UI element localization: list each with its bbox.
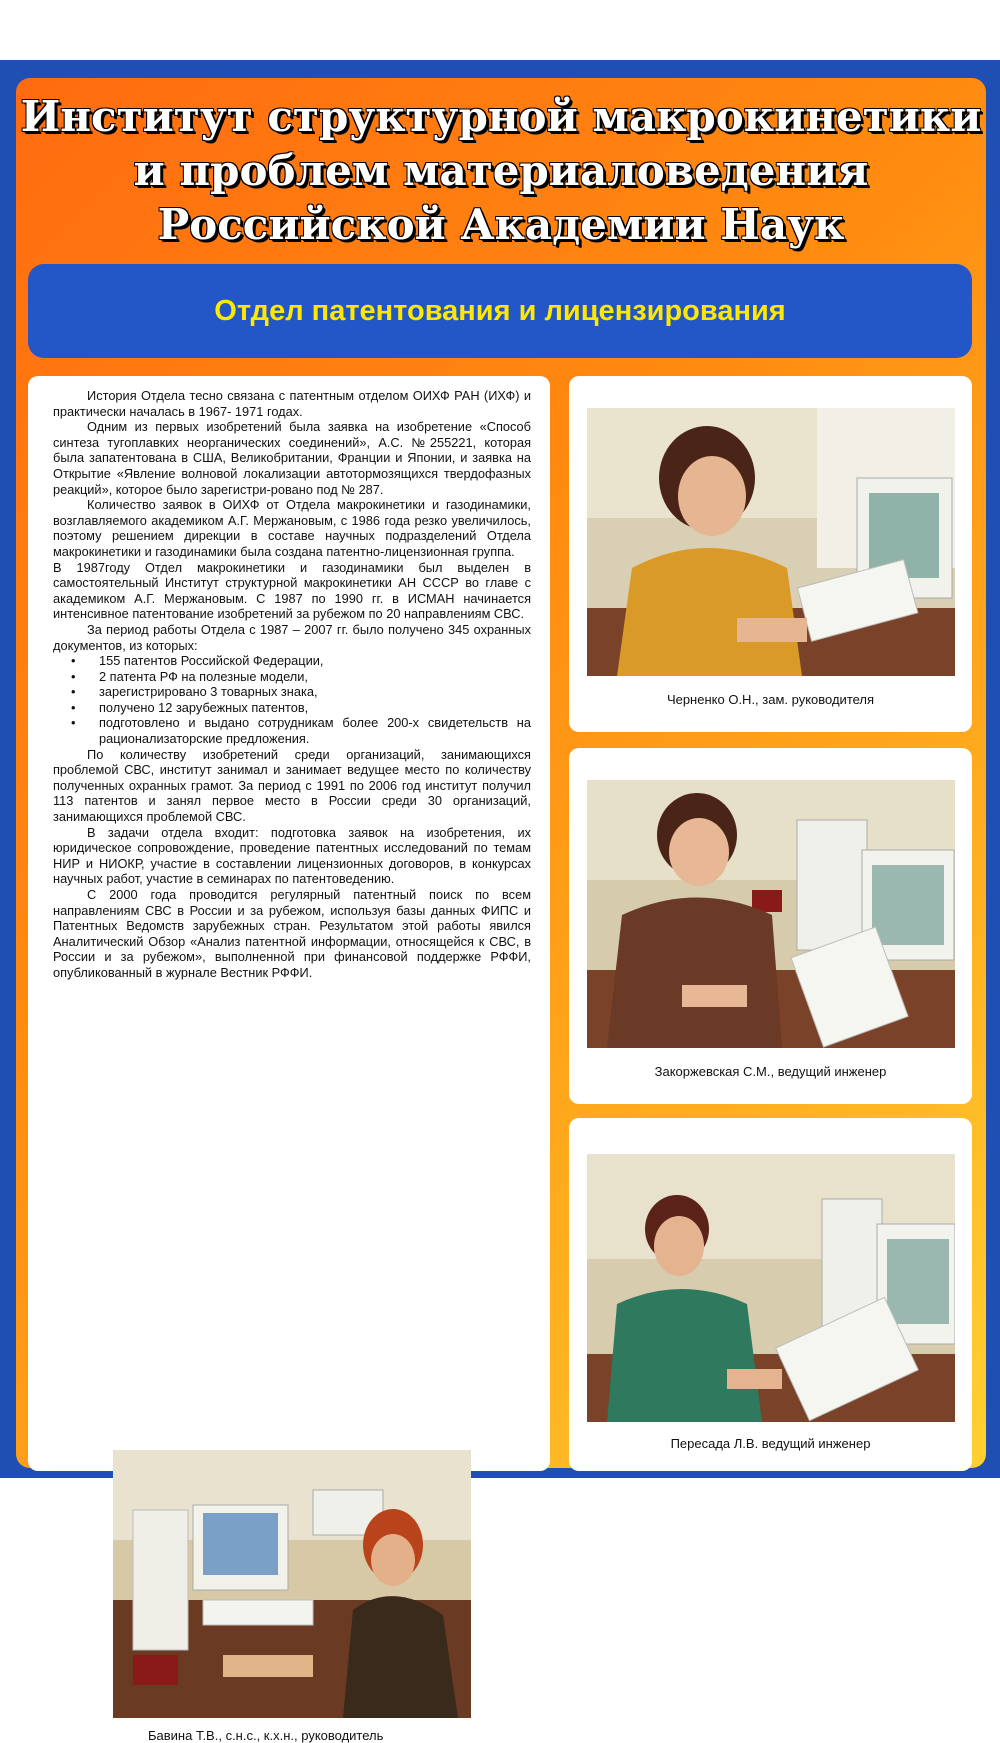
- history-text: [53, 388, 531, 981]
- history-card: [28, 376, 550, 1743]
- poster-frame: [16, 78, 986, 1743]
- photo-peresada: [587, 1154, 955, 1422]
- list-item: • подготовлено и выдано сотрудникам более 200-х свидетельств на рационализаторские предложения.: [99, 715, 531, 746]
- history-paragraph: С 2000 года проводится регулярный патентный поиск по всем направлениям СВС в России и за рубежом, используя базы данных ФИПС и Патентных Ведомств зарубежных стран. Результатом этой работы явился Аналитический Обзор «Анализ патентной информации, относящейся к СВС, в России и за рубежом», выполненной при финансовой поддержке РФФИ, опубликованный в журнале Вестник РФФИ.: [53, 887, 531, 980]
- office-photo-illustration: [587, 780, 955, 1048]
- list-item: • зарегистрировано 3 товарных знака,: [99, 684, 531, 700]
- office-photo-illustration: [587, 1154, 955, 1422]
- department-banner: [28, 264, 972, 358]
- history-list-intro: За период работы Отдела с 1987 – 2007 гг. было получено 345 охранных документов, из которых:: [53, 621, 531, 653]
- photo-caption: Закоржевская С.М., ведущий инженер: [654, 1064, 887, 1079]
- title-line-2: и проблем материаловедения: [133, 146, 869, 195]
- photo-card-peresada: [569, 1118, 972, 1471]
- patent-list: [53, 653, 531, 747]
- history-paragraph: Количество заявок в ОИХФ от Отдела макрокинетики и газодинамики, возглавляемого академиком А.Г. Мержановым, с 1986 года резко увеличилось, поэтому решением дирекции в составе научных подразделений Отдела макрокинетики и газодинамики была создана патентно-лицензионная группа.: [53, 497, 531, 559]
- photo-caption: Черненко О.Н., зам. руководителя: [666, 692, 875, 707]
- office-photo-illustration: [113, 1450, 471, 1718]
- poster-background: [0, 60, 1000, 1743]
- photo-bavina: [113, 1450, 471, 1718]
- list-item: • получено 12 зарубежных патентов,: [99, 700, 531, 716]
- department-title: Отдел патентования и лицензирования: [214, 294, 786, 327]
- institute-title: [16, 90, 986, 252]
- title-line-1: Институт структурной макрокинетики: [20, 92, 982, 141]
- office-photo-illustration: [587, 408, 955, 676]
- photo-caption: Бавина Т.В., с.н.с., к.х.н., руководитель: [148, 1728, 384, 1743]
- photo-zakorzhevskaya: [587, 780, 955, 1048]
- photo-card-zakorzhevskaya: [569, 748, 972, 1104]
- list-item: • 2 патента РФ на полезные модели,: [99, 669, 531, 685]
- history-paragraph: Одним из первых изобретений была заявка на изобретение «Способ синтеза тугоплавких неорганических соединений», А.С. №255221, которая была запатентована в США, Великобритании, Франции и Японии, и заявка на Открытие «Явление волновой локализации автотормозящихся твердофазных реакций», которое было зарегистри-ровано под № 287.: [53, 419, 531, 497]
- title-line-3: Российской Академии Наук: [157, 200, 845, 249]
- photo-chernenko: [587, 408, 955, 676]
- list-item: • 155 патентов Российской Федерации,: [99, 653, 531, 669]
- history-paragraph: По количеству изобретений среди организаций, занимающихся проблемой СВС, институт занимал и занимает ведущее место по количеству полученных охранных грамот. За период с 1991 по 2006 год институт получил 113 патентов и занял первое место в России среди 30 организаций, занимающихся проблемой СВС.: [53, 746, 531, 825]
- photo-card-chernenko: [569, 376, 972, 732]
- history-paragraph: В 1987году Отдел макрокинетики и газодинамики был выделен в самостоятельный Институт структурной макрокинетики АН СССР во главе с академиком А.Г. Мержановым. С 1987 по 1990 гг. в ИСМАН начинается интенсивное патентование изобретений за рубежом по 20 направлениям СВС.: [53, 559, 531, 622]
- photo-caption: Пересада Л.В. ведущий инженер: [670, 1436, 871, 1451]
- history-paragraph: В задачи отдела входит: подготовка заявок на изобретения, их юридическое сопровождение, проведение патентных исследований по темам НИР и НИОКР, участие в составлении лицензионных договоров, в конкурсах научных работ, участие в семинарах по патентоведению.: [53, 824, 531, 887]
- history-paragraph: История Отдела тесно связана с патентным отделом ОИХФ РАН (ИХФ) и практически началась в 1967- 1971 годах.: [53, 388, 531, 419]
